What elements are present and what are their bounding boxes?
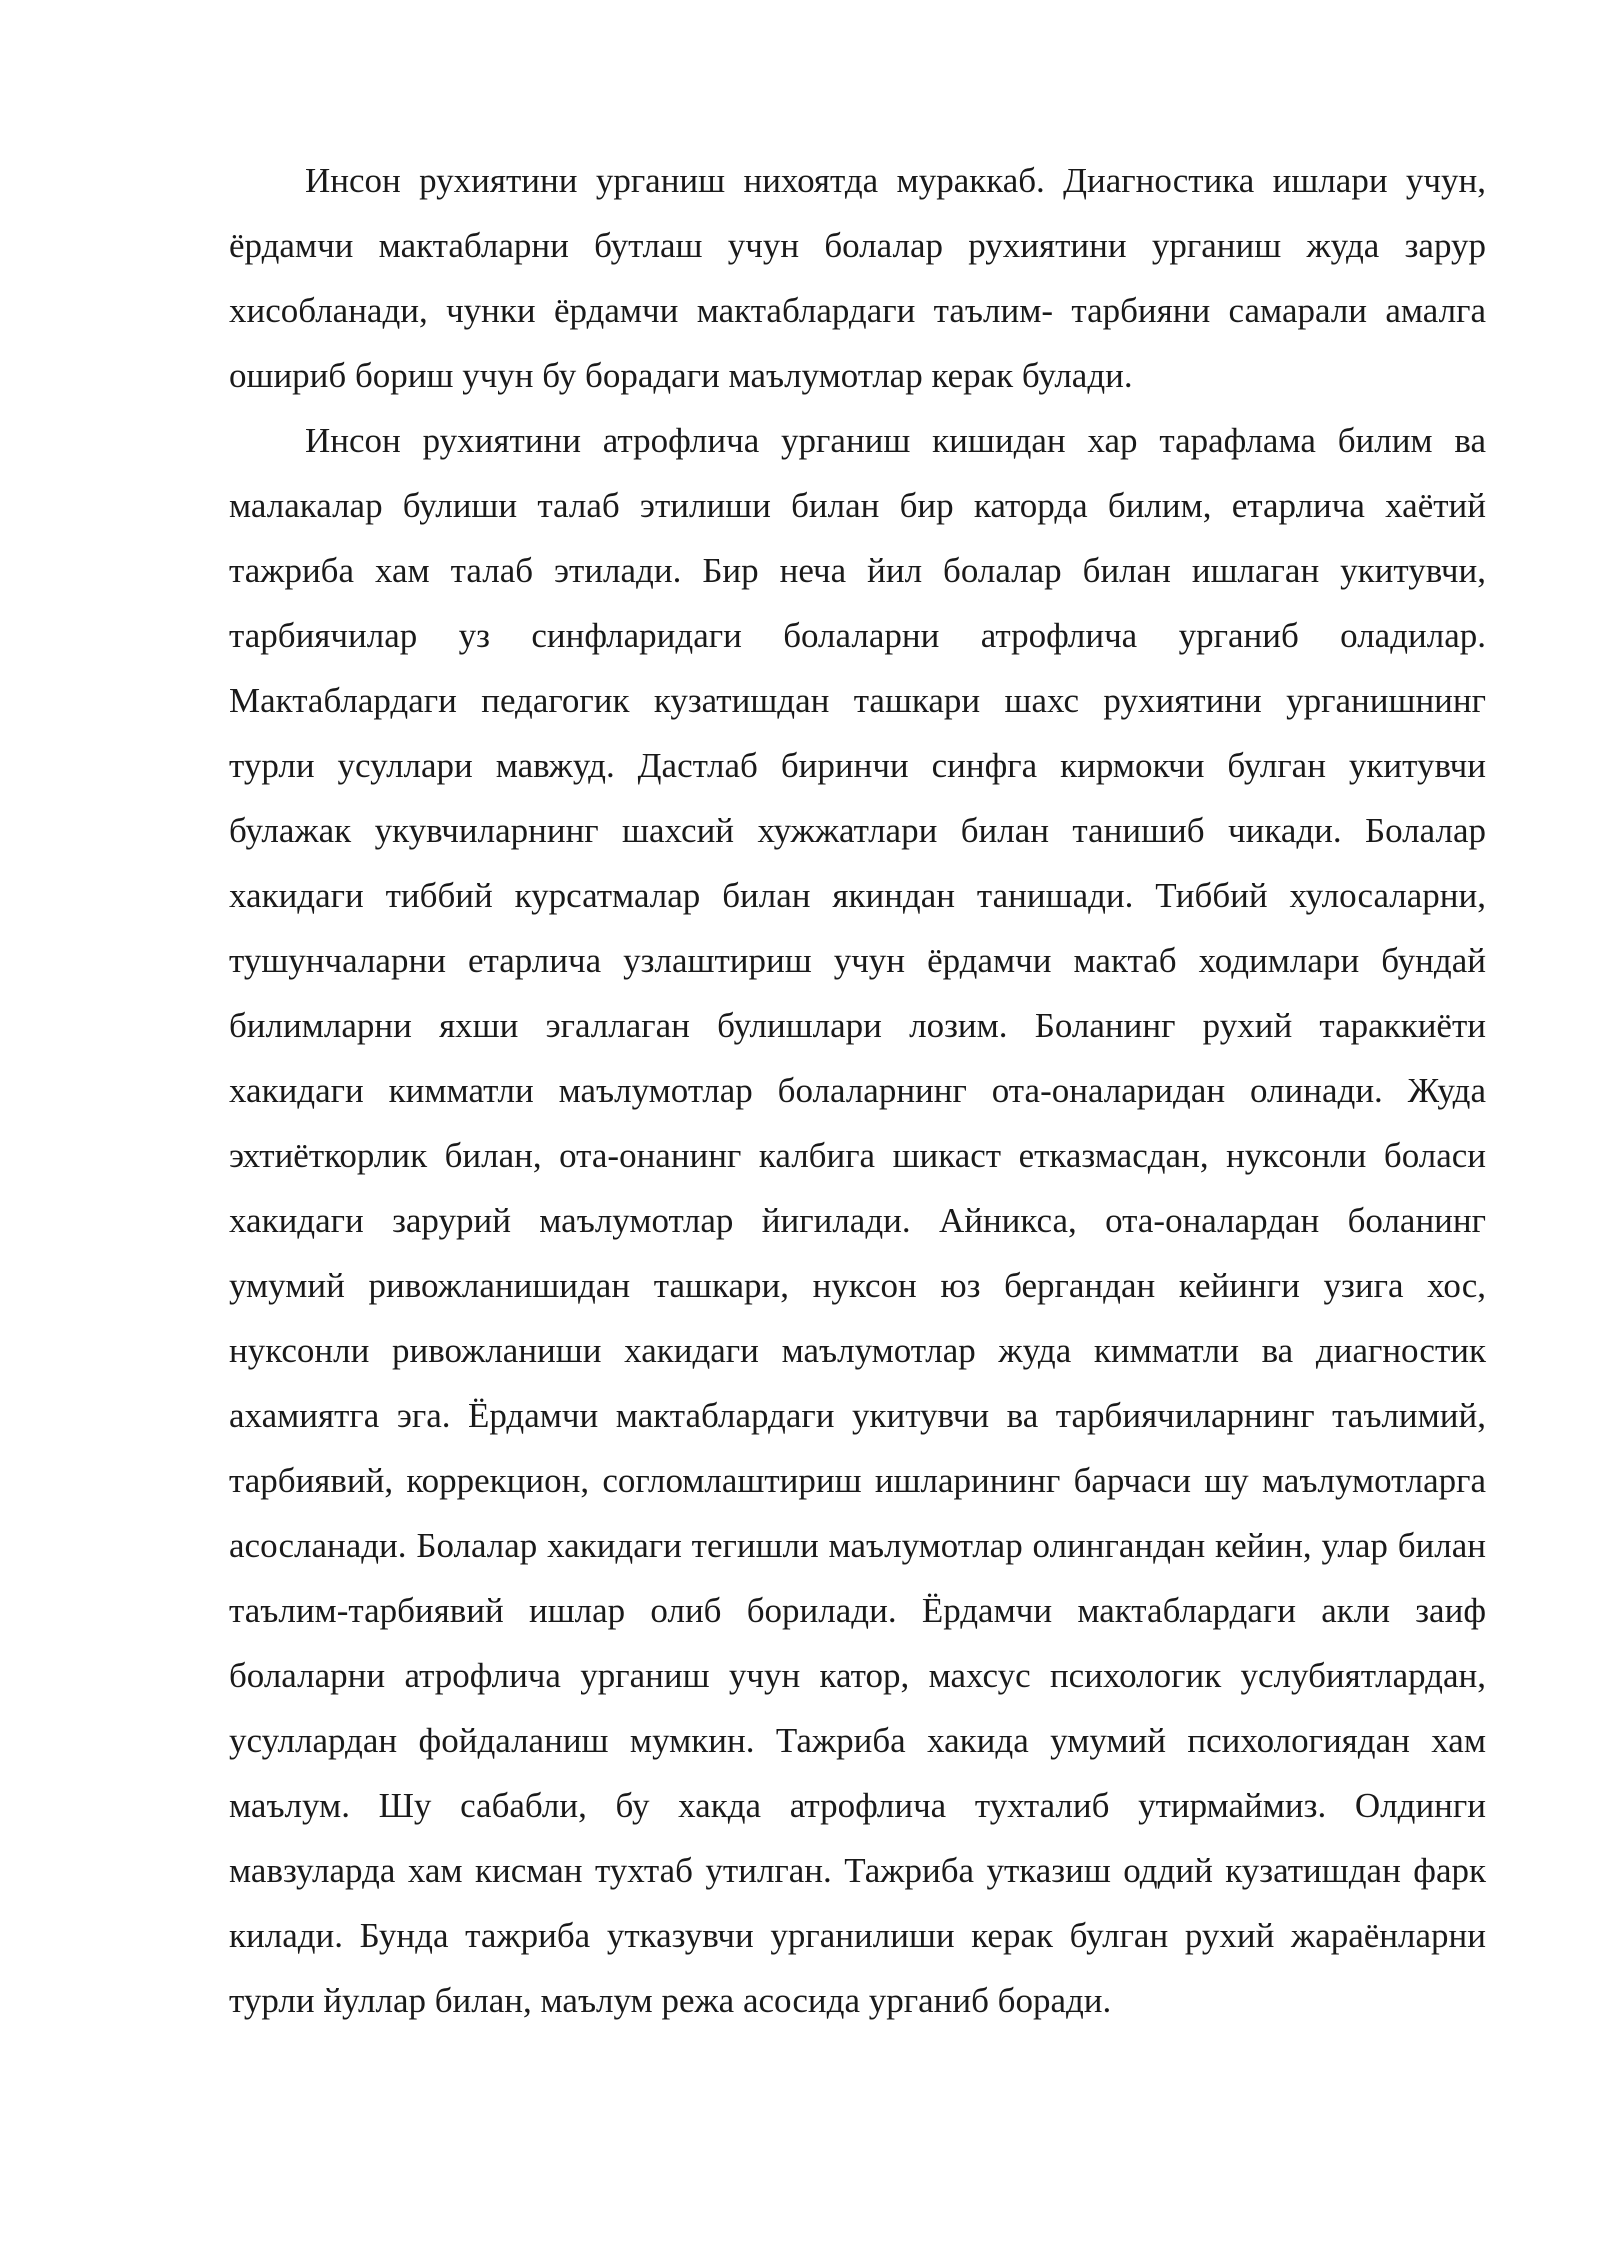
paragraph-2: Инсон рухиятини атрофлича урганиш кишидан хар тарафлама билим ва малакалар булиши талаб этилиши билан бир каторда билим, етарлича хаётий тажриба хам талаб этилади. Бир неча йил болалар билан ишлаган укитувчи, тарбиячилар уз синфларидаги болаларни атрофлича урганиб оладилар. Мактаблардаги педагогик кузатишдан ташкари шахс рухиятини урганишнинг турли усуллари мавжуд. Дастлаб биринчи синфга кирмокчи булган укитувчи булажак укувчиларнинг шахсий хужжатлари билан танишиб чикади. Болалар хакидаги тиббий курсатмалар билан якиндан танишади. Тиббий хулосаларни, тушунчаларни етарлича узлаштириш учун ёрдамчи мактаб ходимлари бундай билимларни яхши эгаллаган булишлари лозим. Боланинг рухий тараккиёти хакидаги кимматли маълумотлар болаларнинг ота-оналаридан олинади. Жуда эхтиёткорлик билан, ота-онанинг калбига шикаст етказмасдан, нуксонли боласи хакидаги зарурий маълумотлар йигилади. Айникса, ота-оналардан боланинг умумий ривожланишидан ташкари, нуксон юз бергандан кейинги узига хос, нуксонли ривожланиши хакидаги маълумотлар жуда кимматли ва диагностик ахамиятга эга. Ёрдамчи мактаблардаги укитувчи ва тарбиячиларнинг таълимий, тарбиявий, коррекцион, согломлаштириш ишларининг барчаси шу маълумотларга асосланади. Болалар хакидаги тегишли маълумотлар олингандан кейин, улар билан таълим-тарбиявий ишлар олиб борилади. Ёрдамчи мактаблардаги акли заиф болаларни атрофлича урганиш учун катор, махсус психологик услубиятлардан, усуллардан фойдаланиш мумкин. Тажриба хакида умумий психологиядан хам маълум. Шу сабабли, бу хакда атрофлича тухталиб утирмаймиз. Олдинги мавзуларда хам кисман тухтаб утилган. Тажриба утказиш оддий кузатишдан фарк килади. Бунда тажриба утказувчи урганилиши керак булган рухий жараёнларни турли йуллар билан, маълум режа асосида урганиб боради. [229,421,1486,2020]
document-body [229,148,1486,2033]
paragraph-1: Инсон рухиятини урганиш нихоятда мураккаб. Диагностика ишлари учун, ёрдамчи мактабларни бутлаш учун болалар рухиятини урганиш жуда зарур хисобланади, чунки ёрдамчи мактаблардаги таълим- тарбияни самарали амалга ошириб бориш учун бу борадаги маълумотлар керак булади. [229,161,1486,395]
